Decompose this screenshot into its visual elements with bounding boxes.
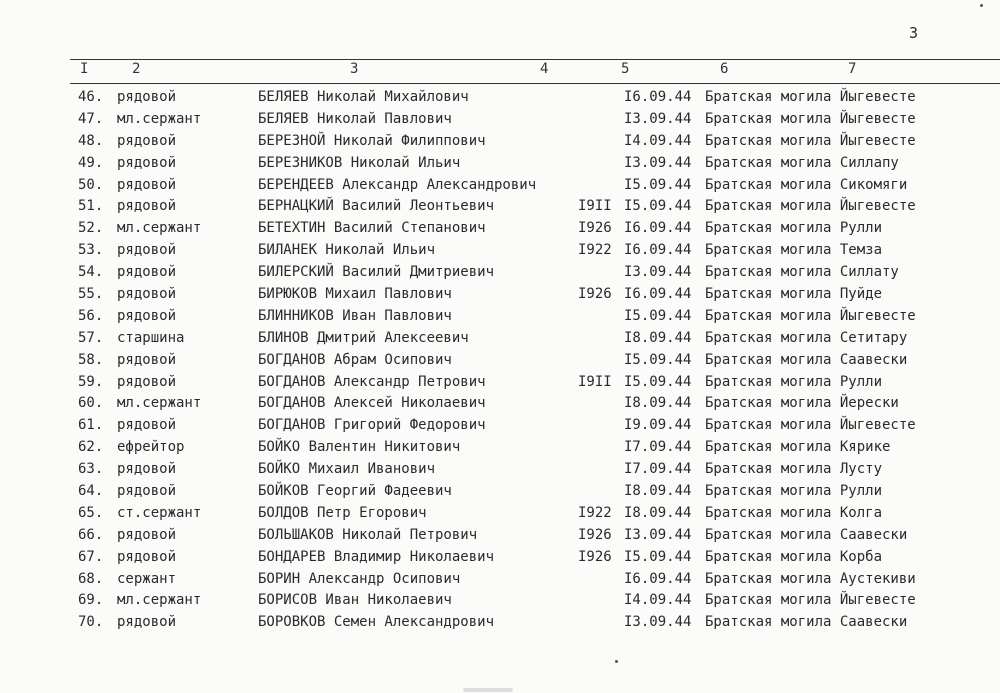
death-date: I5.09.44 [624,176,692,193]
row-number: 66. [78,526,104,543]
full-name: БОНДАРЕВ Владимир Николаевич [258,548,495,565]
burial-place: Братская могила Рулли [705,483,883,500]
rank: рядовой [117,198,177,215]
death-date: I5.09.44 [624,373,692,390]
header-bottom-rule [70,83,1000,84]
table-row [0,262,1000,284]
burial-place: Братская могила Йыгевесте [705,307,916,324]
full-name: БЕРЕЗНИКОВ Николай Ильич [258,154,461,171]
rank: рядовой [117,242,177,259]
table-row [0,437,1000,459]
full-name: БОЙКО Валентин Никитович [258,439,461,456]
rank: рядовой [117,526,177,543]
full-name: БЕРЕНДЕЕВ Александр Александрович [258,176,537,193]
full-name: БЕРЕЗНОЙ Николай Филиппович [258,132,486,149]
full-name: БОЛЬШАКОВ Николай Петрович [258,526,478,543]
birth-year: I9II [578,373,612,390]
table-row [0,131,1000,153]
full-name: БОЙКО Михаил Иванович [258,461,436,478]
scan-smudge [463,688,513,692]
burial-place: Братская могила Сетитару [705,329,908,346]
birth-year: I926 [578,220,612,237]
table-row [0,503,1000,525]
table-row [0,218,1000,240]
death-date: I3.09.44 [624,110,692,127]
death-date: I5.09.44 [624,198,692,215]
table-row [0,525,1000,547]
birth-year: I926 [578,286,612,303]
birth-year: I922 [578,242,612,259]
row-number: 48. [78,132,104,149]
burial-place: Братская могила Йыгевесте [705,110,916,127]
row-number: 61. [78,417,104,434]
death-date: I5.09.44 [624,307,692,324]
rank: рядовой [117,176,177,193]
full-name: БЕТЕХТИН Василий Степанович [258,220,486,237]
burial-place: Братская могила Сикомяги [705,176,908,193]
death-date: I6.09.44 [624,242,692,259]
table-row [0,481,1000,503]
burial-place: Братская могила Лусту [705,461,883,478]
table-row [0,328,1000,350]
rank: ефрейтор [117,439,185,456]
rank: рядовой [117,417,177,434]
rank: рядовой [117,286,177,303]
rank: рядовой [117,307,177,324]
table-row [0,175,1000,197]
death-date: I8.09.44 [624,483,692,500]
burial-place: Братская могила Корба [705,548,883,565]
rank: рядовой [117,614,177,631]
casualty-list [0,87,1000,634]
row-number: 53. [78,242,104,259]
row-number: 49. [78,154,104,171]
row-number: 47. [78,110,104,127]
rank: старшина [117,329,185,346]
row-number: 60. [78,395,104,412]
death-date: I5.09.44 [624,548,692,565]
rank: рядовой [117,264,177,281]
table-row [0,350,1000,372]
row-number: 55. [78,286,104,303]
table-row [0,590,1000,612]
rank: рядовой [117,373,177,390]
rank: мл.сержант [117,592,202,609]
birth-year: I926 [578,526,612,543]
scan-speck [615,660,618,663]
scan-speck [980,4,983,7]
column-header-2: 2 [132,61,141,77]
death-date: I7.09.44 [624,461,692,478]
burial-place: Братская могила Йыгевесте [705,198,916,215]
burial-place: Братская могила Рулли [705,373,883,390]
burial-place: Братская могила Саавески [705,614,908,631]
rank: мл.сержант [117,395,202,412]
table-row [0,459,1000,481]
row-number: 68. [78,570,104,587]
death-date: I5.09.44 [624,351,692,368]
rank: рядовой [117,548,177,565]
row-number: 63. [78,461,104,478]
death-date: I6.09.44 [624,286,692,303]
full-name: БЛИНОВ Дмитрий Алексеевич [258,329,469,346]
rank: рядовой [117,483,177,500]
burial-place: Братская могила Йыгевесте [705,592,916,609]
rank: рядовой [117,351,177,368]
death-date: I6.09.44 [624,220,692,237]
row-number: 58. [78,351,104,368]
burial-place: Братская могила Саавески [705,351,908,368]
table-row [0,109,1000,131]
burial-place: Братская могила Пуйде [705,286,883,303]
death-date: I3.09.44 [624,154,692,171]
birth-year: I922 [578,504,612,521]
table-row [0,306,1000,328]
death-date: I8.09.44 [624,395,692,412]
full-name: БОРИН Александр Осипович [258,570,461,587]
table-row [0,612,1000,634]
row-number: 52. [78,220,104,237]
rank: рядовой [117,132,177,149]
row-number: 65. [78,504,104,521]
table-row [0,153,1000,175]
burial-place: Братская могила Силлапу [705,154,899,171]
row-number: 54. [78,264,104,281]
row-number: 69. [78,592,104,609]
rank: мл.сержант [117,110,202,127]
death-date: I4.09.44 [624,132,692,149]
full-name: БОГДАНОВ Григорий Федорович [258,417,486,434]
full-name: БИРЮКОВ Михаил Павлович [258,286,452,303]
column-header-1: I [80,61,89,77]
table-row [0,547,1000,569]
row-number: 62. [78,439,104,456]
column-header-4: 4 [540,61,549,77]
death-date: I7.09.44 [624,439,692,456]
rank: сержант [117,570,177,587]
row-number: 70. [78,614,104,631]
rank: ст.сержант [117,504,202,521]
table-row [0,415,1000,437]
burial-place: Братская могила Аустекиви [705,570,916,587]
rank: мл.сержант [117,220,202,237]
full-name: БОГДАНОВ Алексей Николаевич [258,395,486,412]
row-number: 51. [78,198,104,215]
birth-year: I926 [578,548,612,565]
row-number: 46. [78,89,104,105]
burial-place: Братская могила Саавески [705,526,908,543]
column-header-7: 7 [848,61,857,77]
column-header-3: 3 [350,61,359,77]
death-date: I8.09.44 [624,504,692,521]
row-number: 64. [78,483,104,500]
full-name: БОРИСОВ Иван Николаевич [258,592,452,609]
rank: рядовой [117,461,177,478]
table-row [0,196,1000,218]
row-number: 50. [78,176,104,193]
full-name: БОРОВКОВ Семен Александрович [258,614,495,631]
full-name: БЛИННИКОВ Иван Павлович [258,307,452,324]
column-header-6: 6 [720,61,729,77]
full-name: БОГДАНОВ Абрам Осипович [258,351,452,368]
burial-place: Братская могила Колга [705,504,883,521]
table-row [0,393,1000,415]
death-date: I6.09.44 [624,570,692,587]
full-name: БЕРНАЦКИЙ Василий Леонтьевич [258,198,495,215]
burial-place: Братская могила Йыгевесте [705,132,916,149]
death-date: I6.09.44 [624,89,692,105]
burial-place: Братская могила Кярике [705,439,891,456]
page-number: 3 [909,24,919,42]
death-date: I3.09.44 [624,614,692,631]
table-row [0,87,1000,109]
rank: рядовой [117,154,177,171]
full-name: БОЛДОВ Петр Егорович [258,504,427,521]
full-name: БЕЛЯЕВ Николай Михайлович [258,89,469,105]
death-date: I3.09.44 [624,264,692,281]
full-name: БИЛЕРСКИЙ Василий Дмитриевич [258,264,495,281]
burial-place: Братская могила Силлату [705,264,899,281]
row-number: 59. [78,373,104,390]
table-row [0,569,1000,591]
table-row [0,240,1000,262]
burial-place: Братская могила Йыгевесте [705,417,916,434]
table-row [0,284,1000,306]
burial-place: Братская могила Йыгевесте [705,89,916,105]
full-name: БЕЛЯЕВ Николай Павлович [258,110,452,127]
burial-place: Братская могила Йерески [705,395,899,412]
row-number: 56. [78,307,104,324]
table-row [0,372,1000,394]
burial-place: Братская могила Темза [705,242,883,259]
birth-year: I9II [578,198,612,215]
row-number: 57. [78,329,104,346]
row-number: 67. [78,548,104,565]
full-name: БОГДАНОВ Александр Петрович [258,373,486,390]
death-date: I3.09.44 [624,526,692,543]
death-date: I4.09.44 [624,592,692,609]
death-date: I8.09.44 [624,329,692,346]
burial-place: Братская могила Рулли [705,220,883,237]
full-name: БОЙКОВ Георгий Фадеевич [258,483,452,500]
column-header-5: 5 [621,61,630,77]
header-top-rule [70,59,1000,60]
full-name: БИЛАНЕК Николай Ильич [258,242,436,259]
death-date: I9.09.44 [624,417,692,434]
rank: рядовой [117,89,177,105]
